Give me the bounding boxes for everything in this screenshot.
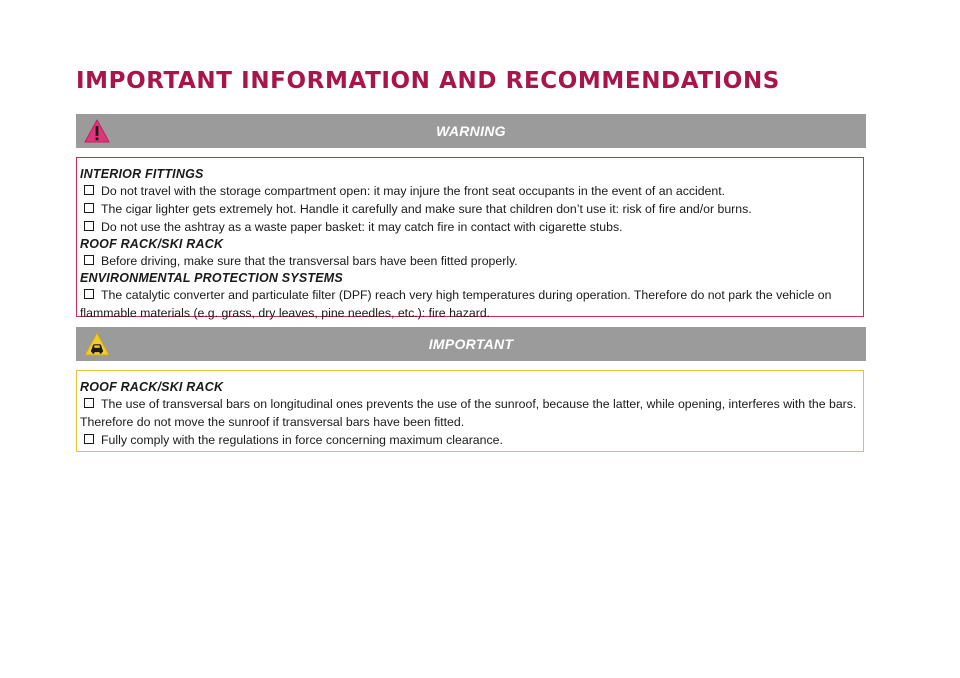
list-item: Before driving, make sure that the transversal bars have been fitted properly. [80,252,859,270]
section-heading: INTERIOR FITTINGS [80,167,204,181]
important-box [76,370,864,452]
list-item: Fully comply with the regulations in force concerning maximum clearance. [80,431,859,449]
warning-label: WARNING [436,123,506,139]
checkbox-bullet-icon [84,221,94,231]
warning-box [76,157,864,320]
page-title: IMPORTANT INFORMATION AND RECOMMENDATIONS [76,68,780,94]
warning-header-bar [76,114,866,148]
list-item: Do not use the ashtray as a waste paper basket: it may catch fire in contact with cigarette stubs. [80,218,859,236]
checkbox-bullet-icon [84,289,94,299]
checkbox-bullet-icon [84,434,94,444]
checkbox-bullet-icon [84,398,94,408]
list-item: The cigar lighter gets extremely hot. Handle it carefully and make sure that children don’t use it: risk of fire and/or burns. [80,200,859,218]
checkbox-bullet-icon [84,185,94,195]
checkbox-bullet-icon [84,255,94,265]
important-header-bar [76,327,866,361]
list-item: The use of transversal bars on longitudinal ones prevents the use of the sunroof, because the latter, while opening, interferes with the bars. Therefore do not move the sunroof if transversal bars have been fitted. [80,397,857,429]
section-heading: ROOF RACK/SKI RACK [80,380,224,394]
section-heading: ROOF RACK/SKI RACK [80,237,224,251]
important-label: IMPORTANT [428,336,514,352]
section-heading: ENVIRONMENTAL PROTECTION SYSTEMS [80,271,343,285]
list-item: The catalytic converter and particulate filter (DPF) reach very high temperatures during operation. Therefore do not park the vehicle on flammable materials (e.g. grass, dry leaves, pine needles, etc.): fire hazard. [80,288,832,320]
list-item: Do not travel with the storage compartment open: it may injure the front seat occupants in the event of an accident. [80,182,859,200]
checkbox-bullet-icon [84,203,94,213]
